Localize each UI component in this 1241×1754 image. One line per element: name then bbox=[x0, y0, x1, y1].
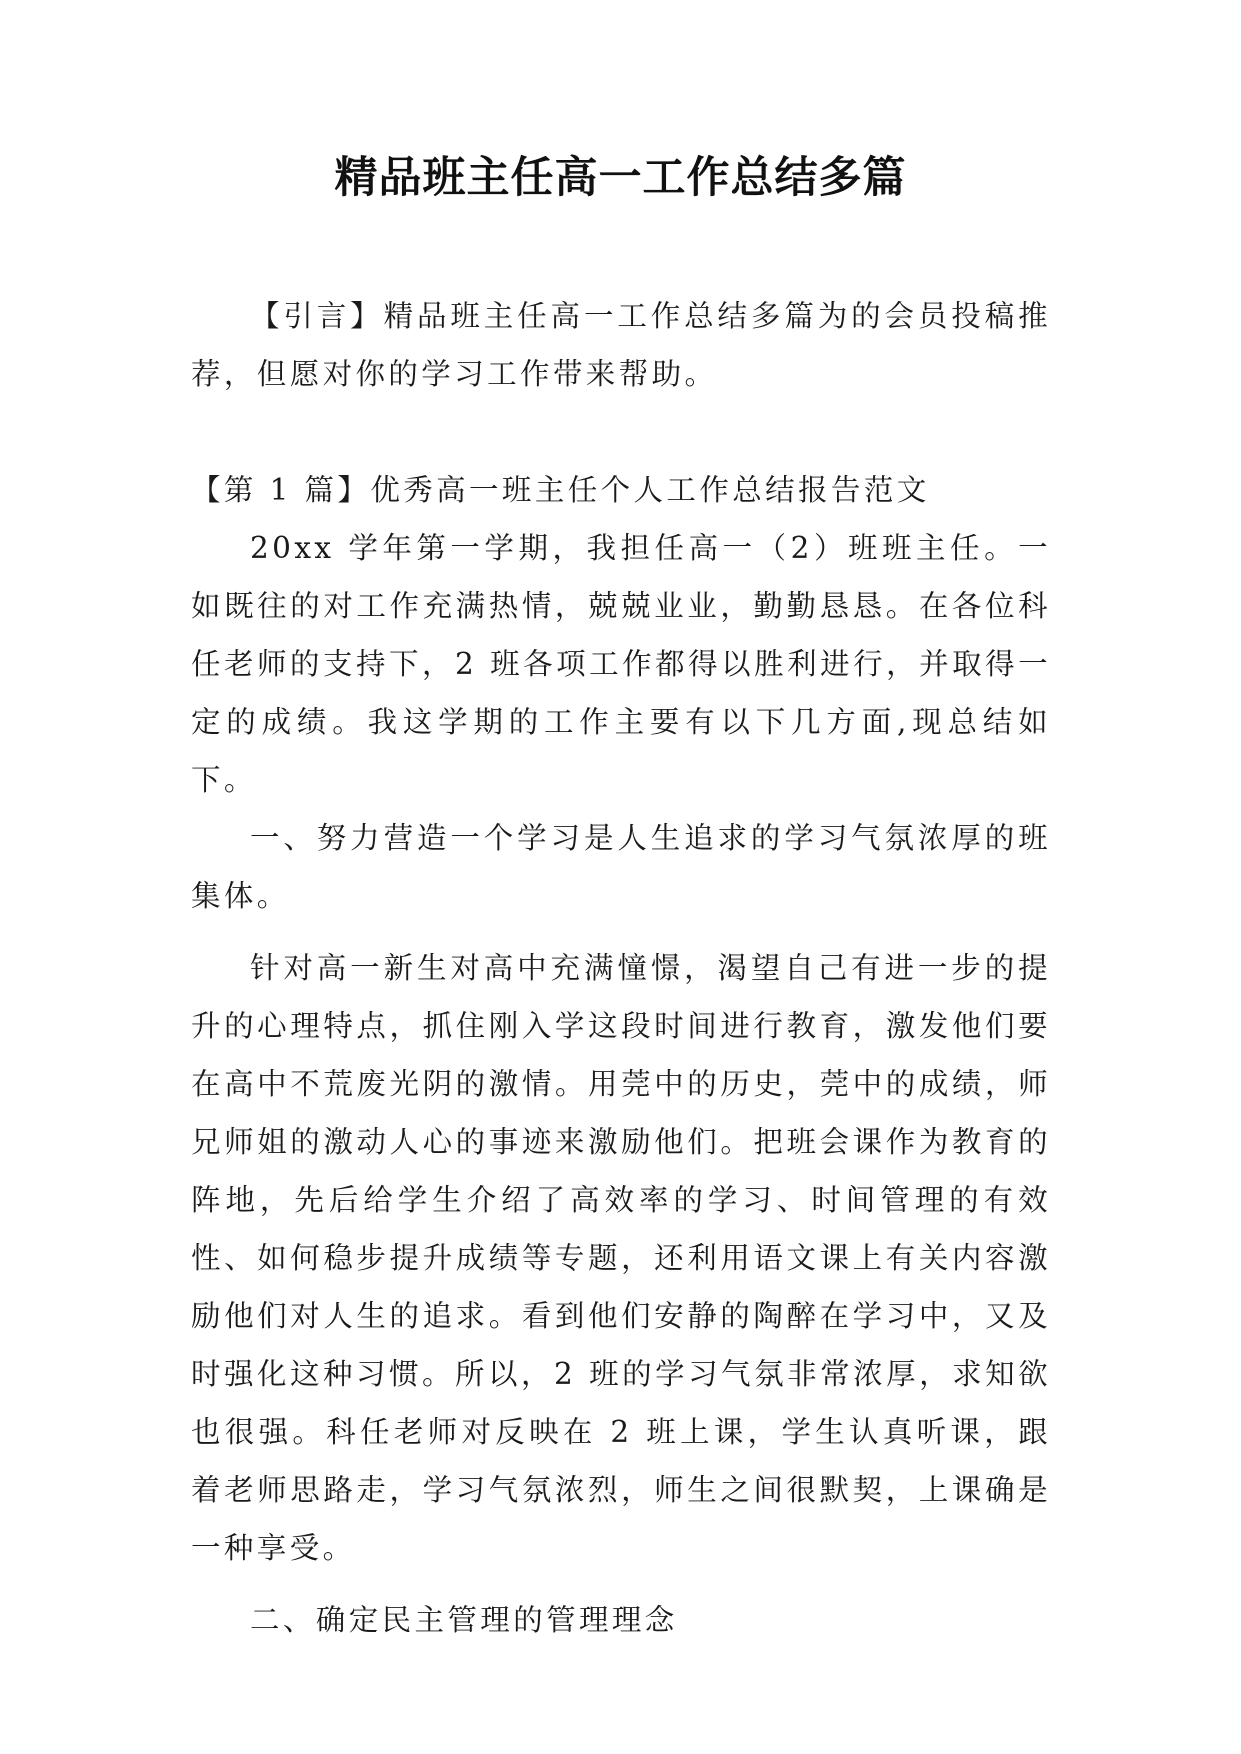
document-body bbox=[191, 287, 1051, 1649]
section-heading: 【第 1 篇】优秀高一班主任个人工作总结报告范文 bbox=[191, 473, 930, 507]
body-paragraph: 一、努力营造一个学习是人生追求的学习气氛浓厚的班集体。 bbox=[191, 821, 1051, 913]
body-paragraph: 针对高一新生对高中充满憧憬，渴望自己有进一步的提升的心理特点，抓住刚入学这段时间进行教育，激发他们要在高中不荒废光阴的激情。用莞中的历史，莞中的成绩，师兄师姐的激动人心的事迹来激励他们。把班会课作为教育的阵地，先后给学生介绍了高效率的学习、时间管理的有效性、如何稳步提升成绩等专题，还利用语文课上有关内容激励他们对人生的追求。看到他们安静的陶醉在学习中，又及时强化这种习惯。所以，2 班的学习气氛非常浓厚，求知欲也很强。科任老师对反映在 2 班上课，学生认真听课，跟着老师思路走，学习气氛浓烈，师生之间很默契，上课确是一种享受。 bbox=[191, 951, 1051, 1565]
intro-paragraph: 【引言】精品班主任高一工作总结多篇为的会员投稿推荐，但愿对你的学习工作带来帮助。 bbox=[191, 299, 1051, 391]
document-title: 精品班主任高一工作总结多篇 bbox=[334, 153, 907, 203]
body-paragraph: 20xx 学年第一学期，我担任高一（2）班班主任。一如既往的对工作充满热情，兢兢业业，勤勤恳恳。在各位科任老师的支持下，2 班各项工作都得以胜利进行，并取得一定的成绩。我这学期的工作主要有以下几方面,现总结如下。 bbox=[191, 531, 1051, 797]
body-paragraph: 二、确定民主管理的管理理念 bbox=[250, 1603, 678, 1637]
